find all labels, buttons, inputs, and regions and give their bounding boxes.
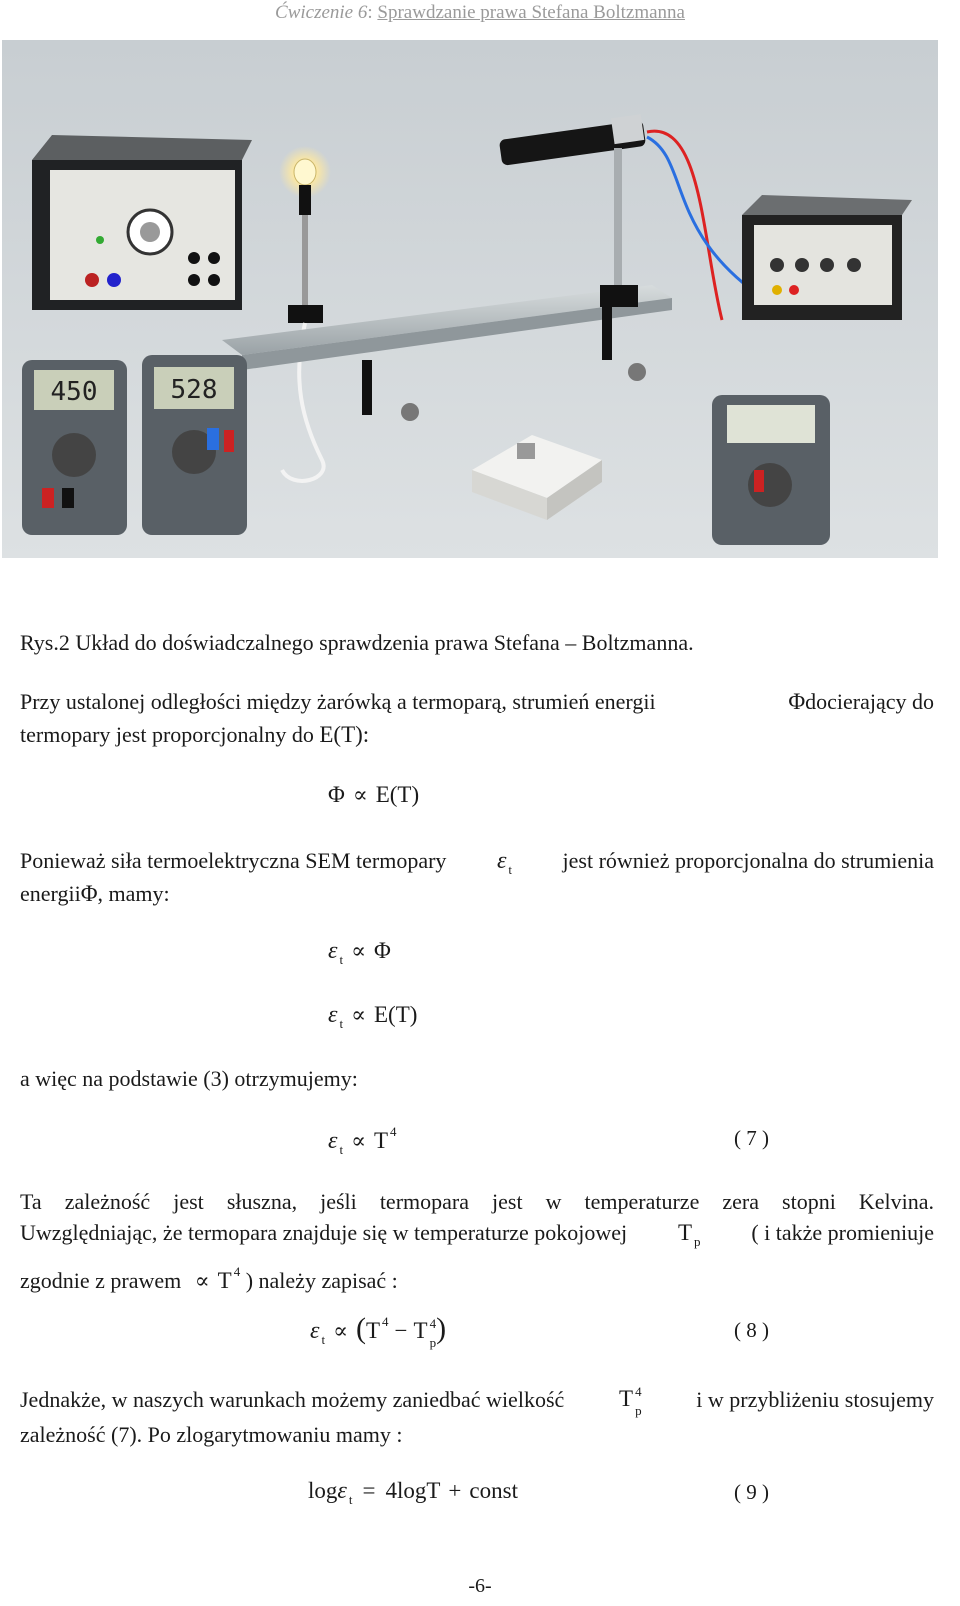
p2-line2-text: energii [20, 881, 81, 906]
p1-line2-text: termopary jest proporcjonalny do [20, 722, 314, 747]
eq2-rel: ∝ [351, 1002, 366, 1027]
p4-prop: ∝ [194, 1268, 210, 1293]
p2-line2-end: , mamy: [97, 881, 170, 906]
eq1-sub: t [339, 952, 344, 967]
p1-text: Przy ustalonej odległości między żarówką a termoparą, strumień energii [20, 689, 656, 714]
eq7-sub: t [339, 1142, 344, 1157]
p4-T-sup: 4 [233, 1264, 241, 1279]
eq7-rel: ∝ [351, 1128, 366, 1153]
p4-T: T [217, 1268, 232, 1293]
eq8-T1: T [365, 1318, 381, 1343]
eq8-rel: ∝ [333, 1318, 348, 1343]
eq1-rhs: Φ [373, 938, 391, 963]
experiment-setup-illustration [2, 40, 938, 558]
eq7-T: T [373, 1128, 389, 1153]
eq7-eps: ε [328, 1128, 338, 1154]
eq9-equals: = [362, 1478, 376, 1503]
equation-9-number: ( 9 ) [734, 1480, 769, 1504]
eq8-sup1: 4 [382, 1314, 389, 1329]
equation-phi-proportional [328, 782, 419, 808]
eps-sub: t [508, 862, 513, 877]
paragraph-3: a więc na podstawie (3) otrzymujemy: [20, 1066, 358, 1091]
equation-8-number: ( 8 ) [734, 1318, 769, 1342]
eq9-plus: + [448, 1478, 462, 1503]
p5-sub: p [635, 1402, 642, 1418]
p5-T: T [619, 1386, 634, 1411]
equation-7 [328, 1124, 397, 1158]
p4-line3-end: ) należy zapisać : [245, 1268, 398, 1293]
eq8-sup2: 4 [429, 1315, 437, 1331]
p1-end: docierający do [805, 689, 934, 714]
exercise-label: Ćwiczenie 6 [275, 2, 368, 23]
equation-eps-phi [328, 938, 391, 968]
p4-line3-text: zgodnie z prawem [20, 1268, 182, 1293]
page-number: -6- [468, 1575, 492, 1597]
eps-symbol: ε [496, 848, 507, 874]
eq8-T2: T [413, 1318, 428, 1343]
meter-left-display: 450 [50, 377, 98, 407]
paragraph-5-line-2: zależność (7). Po zlogarytmowaniu mamy : [20, 1422, 403, 1447]
eq-phi-rhs: E(T) [375, 782, 420, 807]
paragraph-4-line-1: Ta zależność jest słuszna, jeśli termopara jest w temperaturze zera stopni Kelvina. [20, 1189, 934, 1214]
header-colon: : [367, 2, 373, 23]
amplifier-right [742, 195, 912, 320]
paragraph-4-line-2 [20, 1216, 934, 1258]
eq2-sub: t [339, 1016, 344, 1031]
header-title: Sprawdzanie prawa Stefana Boltzmanna [377, 2, 685, 23]
equation-9 [308, 1478, 518, 1508]
eq8-eps: ε [310, 1318, 320, 1344]
multimeter-middle [142, 355, 247, 535]
eq-phi-lhs: Φ [328, 782, 345, 807]
paragraph-5-line-1 [20, 1382, 934, 1417]
eq8-close: ) [436, 1312, 447, 1345]
equation-7-number: ( 7 ) [734, 1126, 769, 1150]
multimeter-right [712, 395, 830, 545]
p5-text: Jednakże, w naszych warunkach możemy zaniedbać wielkość [20, 1386, 565, 1412]
eq2-eps: ε [328, 1002, 338, 1028]
p5-end: i w przybliżeniu stosujemy [696, 1386, 934, 1412]
eq9-eps: ε [337, 1478, 347, 1504]
equation-8 [310, 1312, 446, 1349]
paragraph-2-line-2 [20, 877, 170, 910]
eq8-open: ( [355, 1312, 366, 1345]
eq8-minus: − [394, 1318, 408, 1343]
eq8-sub: t [321, 1332, 326, 1347]
phi-symbol: Φ [788, 689, 806, 714]
eq8-sub2: p [429, 1334, 437, 1350]
eq-phi-rel: ∝ [352, 782, 368, 807]
p4-line2-end: ( i także promieniuje [751, 1220, 934, 1245]
meter-middle-display: 528 [170, 375, 218, 405]
eq1-eps: ε [328, 938, 338, 964]
equation-eps-E [328, 1002, 417, 1032]
eq9-rhs: 4logT [385, 1478, 441, 1503]
power-supply-left [32, 135, 252, 310]
page-header [0, 2, 960, 24]
p4-Tp: T [677, 1220, 693, 1245]
eq1-rel: ∝ [351, 938, 366, 963]
p4-Tp-sub: p [694, 1234, 701, 1249]
eq9-log: log [308, 1478, 338, 1503]
multimeter-left [22, 360, 127, 535]
paragraph-1-line-1 [20, 685, 934, 718]
p2-end: jest również proporcjonalna do strumienia [562, 848, 934, 873]
p1-line2-formula: E(T): [319, 722, 370, 747]
eq7-sup: 4 [390, 1124, 397, 1139]
experiment-photo [2, 40, 938, 558]
figure-caption: Rys.2 Układ do doświadczalnego sprawdzenia prawa Stefana – Boltzmanna. [20, 630, 694, 655]
paragraph-1-line-2 [20, 718, 369, 751]
p5-sup: 4 [635, 1383, 642, 1399]
p2-phi: Φ [80, 881, 98, 906]
paragraph-4-line-3 [20, 1255, 398, 1297]
eq2-rhs: E(T) [373, 1002, 418, 1027]
eq9-const: const [469, 1478, 518, 1503]
eq9-sub: t [348, 1492, 353, 1507]
p4-line2-text: Uwzględniając, że termopara znajduje się w temperaturze pokojowej [20, 1220, 628, 1245]
p2-text: Ponieważ siła termoelektryczna SEM termopary [20, 848, 447, 873]
